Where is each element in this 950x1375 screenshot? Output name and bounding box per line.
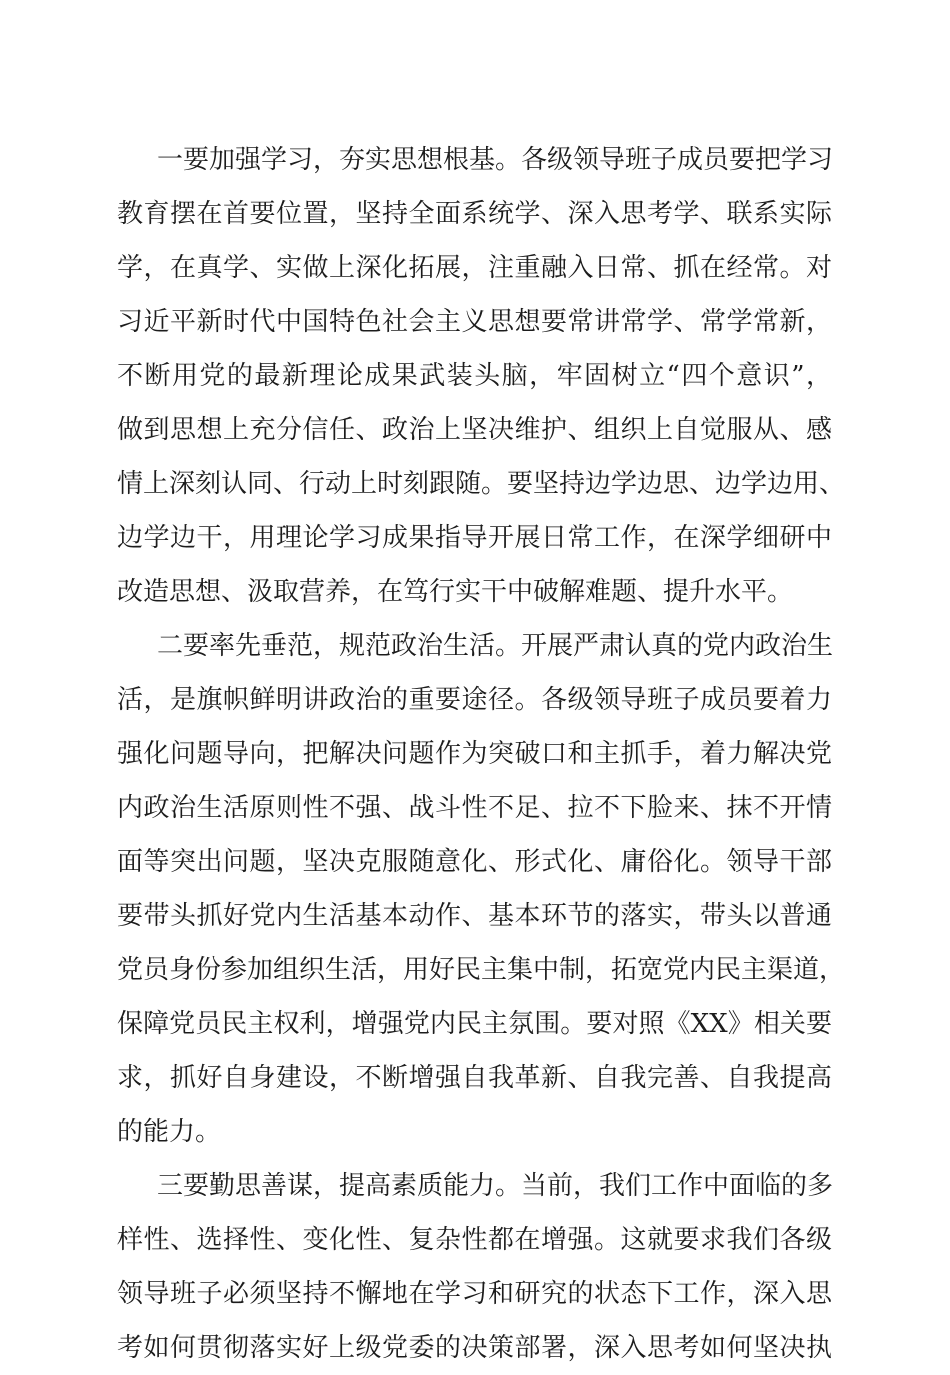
text-line: 领导班子必须坚持不懈地在学习和研究的状态下工作，深入思 xyxy=(117,1279,832,1309)
paragraph-1 xyxy=(117,133,846,619)
text-line: 保障党员民主权利，增强党内民主氛围。要对照《XX》相关要 xyxy=(117,1009,832,1039)
text-line: 习近平新时代中国特色社会主义思想要常讲常学、常学常新， xyxy=(117,307,832,337)
text-line: 求，抓好自身建设，不断增强自我革新、自我完善、自我提高 xyxy=(117,1063,832,1093)
paragraph-3 xyxy=(117,1159,832,1375)
text-line: 改造思想、汲取营养，在笃行实干中破解难题、提升水平。 xyxy=(117,577,794,607)
text-line: 二要率先垂范，规范政治生活。开展严肃认真的党内政治生 xyxy=(157,631,834,661)
text-line: 教育摆在首要位置，坚持全面系统学、深入思考学、联系实际 xyxy=(117,199,832,229)
text-line: 要带头抓好党内生活基本动作、基本环节的落实，带头以普通 xyxy=(117,901,832,931)
text-line: 做到思想上充分信任、政治上坚决维护、组织上自觉服从、感 xyxy=(117,415,832,445)
text-line: 边学边干，用理论学习成果指导开展日常工作，在深学细研中 xyxy=(117,523,832,553)
text-line: 学，在真学、实做上深化拓展，注重融入日常、抓在经常。对 xyxy=(117,253,832,283)
text-line: 不断用党的最新理论成果武装头脑，牢固树立“四个意识”， xyxy=(117,361,832,391)
text-line: 面等突出问题，坚决克服随意化、形式化、庸俗化。领导干部 xyxy=(117,847,832,877)
text-line: 考如何贯彻落实好上级党委的决策部署，深入思考如何坚决执 xyxy=(117,1333,832,1363)
text-line: 样性、选择性、变化性、复杂性都在增强。这就要求我们各级 xyxy=(117,1225,832,1255)
text-line: 一要加强学习，夯实思想根基。各级领导班子成员要把学习 xyxy=(157,145,834,175)
text-line: 内政治生活原则性不强、战斗性不足、拉不下脸来、抹不开情 xyxy=(117,793,832,823)
text-line: 的能力。 xyxy=(117,1117,222,1147)
text-line: 党员身份参加组织生活，用好民主集中制，拓宽党内民主渠道， xyxy=(117,955,846,985)
paragraph-2 xyxy=(117,619,846,1159)
text-line: 情上深刻认同、行动上时刻跟随。要坚持边学边思、边学边用、 xyxy=(117,469,846,499)
document-body xyxy=(117,133,846,1375)
text-line: 强化问题导向，把解决问题作为突破口和主抓手，着力解决党 xyxy=(117,739,832,769)
text-line: 活，是旗帜鲜明讲政治的重要途径。各级领导班子成员要着力 xyxy=(117,685,832,715)
text-line: 三要勤思善谋，提高素质能力。当前，我们工作中面临的多 xyxy=(157,1171,834,1201)
